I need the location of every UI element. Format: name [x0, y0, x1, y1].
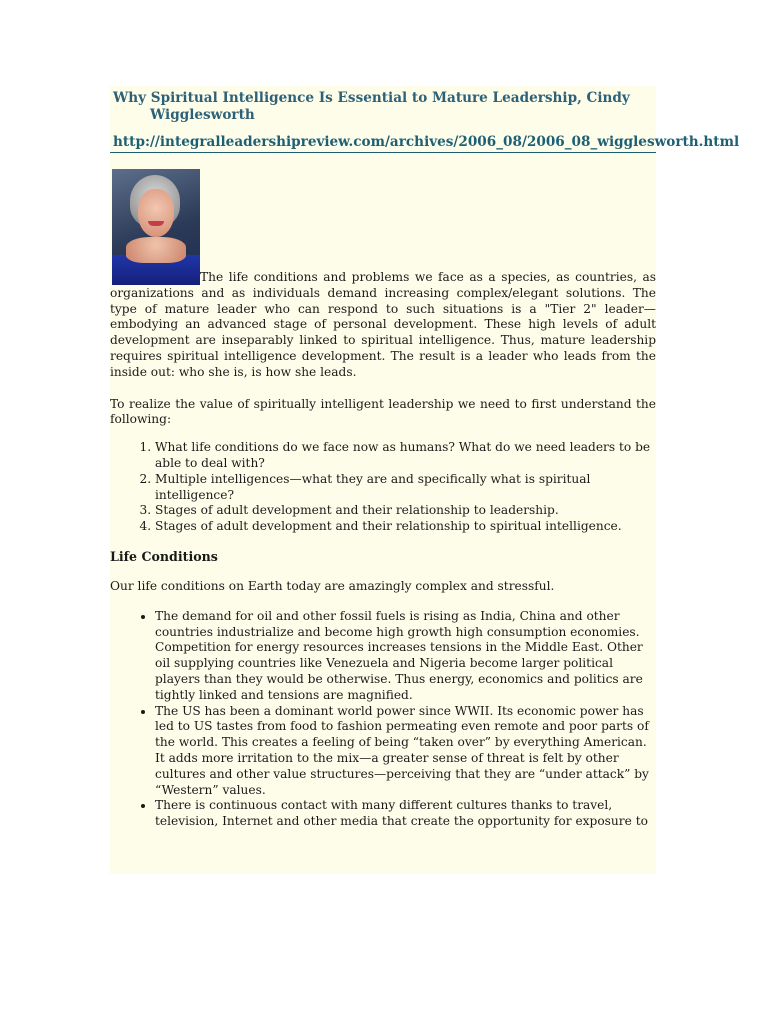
list-item: • There is continuous contact with many different cultures thanks to travel, television, Internet and other media that create the opportunity for exposure to	[155, 798, 656, 830]
source-link[interactable]: http://integralleadershipreview.com/archives/2006_08/2006_08_wigglesworth.html	[110, 134, 656, 153]
document-page	[110, 86, 740, 874]
list-item: 1. What life conditions do we face now as humans? What do we need leaders to be able to deal with?	[155, 440, 656, 472]
author-portrait	[112, 169, 200, 285]
list-item: 4. Stages of adult development and their relationship to spiritual intelligence.	[155, 519, 656, 535]
intro-text: The life conditions and problems we face as a species, as countries, as organizations and as individuals demand increasing complex/elegant solutions. The type of mature leader who can respond to such situations is a "Tier 2" leader—embodying an advanced stage of personal development. These high levels of adult development are inseparably linked to spiritual intelligence. Thus, mature leadership requires spiritual intelligence development. The result is a leader who leads from the inside out: who she is, is how she leads.	[110, 270, 656, 379]
list-item: • The US has been a dominant world power since WWII. Its economic power has led to US tastes from food to fashion permeating even remote and poor parts of the world. This creates a feeling of being “taken over” by everything American. It adds more irritation to the mix—a greater sense of threat is felt by other cultures and other value structures—perceiving that they are “under attack” by “Western” values.	[155, 704, 656, 799]
realize-paragraph: To realize the value of spiritually intelligent leadership we need to first understand the following:	[110, 396, 656, 427]
list-item: 2. Multiple intelligences—what they are and specifically what is spiritual intelligence?	[155, 472, 656, 504]
list-item: • The demand for oil and other fossil fuels is rising as India, China and other countries industrialize and become high growth high consumption economies. Competition for energy resources increases tensions in the Middle East. Other oil supplying countries like Venezuela and Nigeria become larger political players than they would be otherwise. Thus energy, economics and politics are tightly linked and tensions are magnified.	[155, 609, 656, 704]
document-title: Why Spiritual Intelligence Is Essential to Mature Leadership, Cindy Wigglesworth	[113, 90, 630, 123]
intro-paragraph	[110, 169, 656, 381]
section-intro: Our life conditions on Earth today are amazingly complex and stressful.	[110, 578, 555, 593]
section-heading: Life Conditions	[110, 548, 218, 564]
list-item: 3. Stages of adult development and their relationship to leadership.	[155, 503, 656, 519]
question-list	[110, 440, 656, 535]
bullet-list	[110, 609, 656, 830]
